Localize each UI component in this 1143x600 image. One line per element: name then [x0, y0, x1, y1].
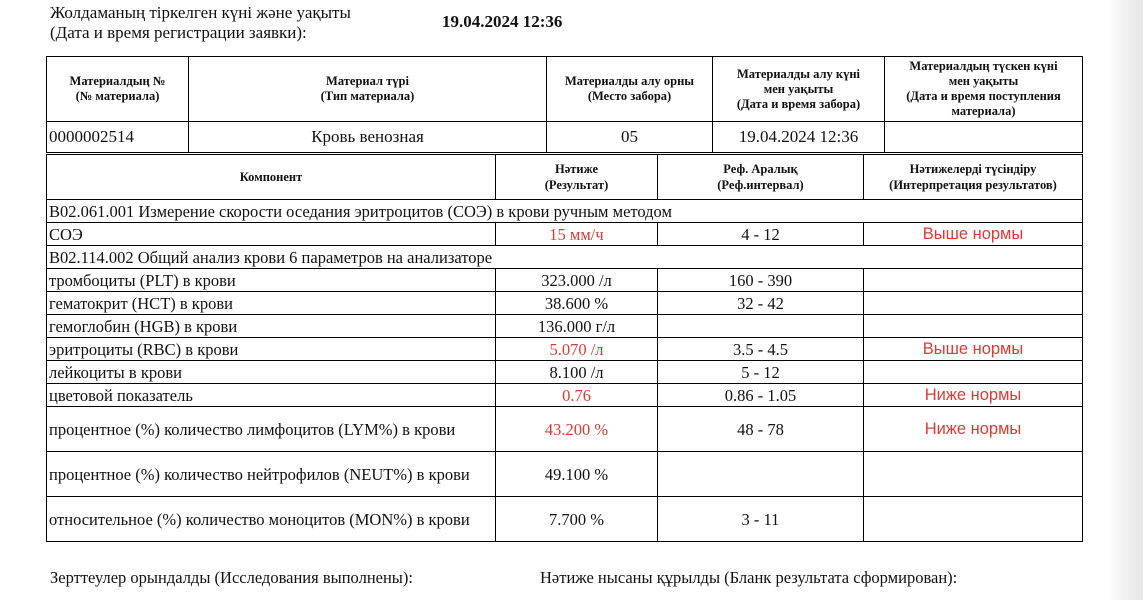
- registration-date: 19.04.2024 12:36: [442, 12, 563, 31]
- header-material-number: [47, 57, 189, 122]
- ref-interval: 5 - 12: [658, 361, 864, 384]
- result-value: 49.100 %: [496, 452, 658, 497]
- component-name: тромбоциты (PLT) в крови: [47, 269, 496, 292]
- header-line: Материалдың №: [69, 74, 166, 88]
- ref-interval: 160 - 390: [658, 269, 864, 292]
- result-value: 8.100 /л: [496, 361, 658, 384]
- header-line: Материалды алу күні: [736, 66, 861, 81]
- component-name: цветовой показатель: [47, 384, 496, 407]
- collection-place: 05: [547, 122, 713, 153]
- table-row: [47, 497, 1083, 542]
- table-row: [47, 269, 1083, 292]
- registration-label-kz: Жолдаманың тіркелген күні және уақыты: [50, 3, 351, 22]
- material-type: Кровь венозная: [189, 122, 547, 153]
- result-value: 0.76: [496, 384, 658, 407]
- header-line: (Дата и время забора): [736, 96, 861, 111]
- ref-interval: 3 - 11: [658, 497, 864, 542]
- received-date: [885, 122, 1083, 153]
- header-line: Материалды алу орны: [564, 74, 695, 88]
- interpretation: Выше нормы: [864, 223, 1083, 246]
- ref-interval: 32 - 42: [658, 292, 864, 315]
- header-line: (Место забора): [587, 89, 672, 103]
- table-row: [47, 292, 1083, 315]
- header-interpretation: [864, 155, 1083, 200]
- header-collection-date: [713, 57, 885, 122]
- section-row: [47, 200, 1083, 223]
- ref-interval: 48 - 78: [658, 407, 864, 452]
- table-row: [47, 223, 1083, 246]
- section-row: [47, 246, 1083, 269]
- results-table: [46, 154, 1083, 542]
- header-line: (Тип материала): [320, 89, 415, 103]
- component-name: гематокрит (HCT) в крови: [47, 292, 496, 315]
- component-name: эритроциты (RBC) в крови: [47, 338, 496, 361]
- interpretation: Ниже нормы: [864, 384, 1083, 407]
- header-line: Нәтижелерді түсіндіру: [909, 162, 1037, 176]
- collection-date: 19.04.2024 12:36: [713, 122, 885, 153]
- component-name: относительное (%) количество моноцитов (MON%) в крови: [47, 497, 496, 542]
- header-ref-interval: [658, 155, 864, 200]
- interpretation: [864, 315, 1083, 338]
- header-line: Реф. Аралық: [723, 162, 798, 176]
- header-received-date: [885, 57, 1083, 122]
- result-value: 5.070 /л: [496, 338, 658, 361]
- table-row: [47, 338, 1083, 361]
- header-result: [496, 155, 658, 200]
- header-line: Компонент: [239, 170, 303, 184]
- component-name: процентное (%) количество нейтрофилов (NEUT%) в крови: [47, 452, 496, 497]
- section-title: B02.114.002 Общий анализ крови 6 параметров на анализаторе: [47, 246, 1083, 269]
- material-row: [47, 122, 1083, 153]
- header-line: Материал түрі: [326, 74, 409, 88]
- component-name: СОЭ: [47, 223, 496, 246]
- interpretation: [864, 292, 1083, 315]
- section-title: B02.061.001 Измерение скорости оседания эритроцитов (СОЭ) в крови ручным методом: [47, 200, 1083, 223]
- results-table-header: [47, 155, 1083, 200]
- header-line: (Реф.интервал): [717, 178, 804, 192]
- header-line: (Интерпретация результатов): [889, 178, 1057, 192]
- header-line: мен уақыты: [948, 74, 1019, 88]
- header-line: Нәтиже: [554, 162, 599, 176]
- table-row: [47, 361, 1083, 384]
- result-value: 323.000 /л: [496, 269, 658, 292]
- header-line: (Результат): [544, 178, 609, 192]
- header-collection-place: [547, 57, 713, 122]
- result-value: 7.700 %: [496, 497, 658, 542]
- component-name: процентное (%) количество лимфоцитов (LYM%) в крови: [47, 407, 496, 452]
- header-line: (№ материала): [75, 89, 160, 103]
- header-material-type: [189, 57, 547, 122]
- result-value: 136.000 г/л: [496, 315, 658, 338]
- result-value: 15 мм/ч: [496, 223, 658, 246]
- interpretation: [864, 452, 1083, 497]
- table-row: [47, 315, 1083, 338]
- registration-label: [50, 3, 430, 43]
- ref-interval: 3.5 - 4.5: [658, 338, 864, 361]
- ref-interval: [658, 452, 864, 497]
- header-line: материала): [951, 104, 1016, 118]
- table-row: [47, 407, 1083, 452]
- result-value: 38.600 %: [496, 292, 658, 315]
- ref-interval: [658, 315, 864, 338]
- component-name: гемоглобин (HGB) в крови: [47, 315, 496, 338]
- page-edge-shadow: [1108, 0, 1143, 600]
- table-row: [47, 452, 1083, 497]
- header-component: [47, 155, 496, 200]
- header-line: Материалдың түскен күні: [909, 59, 1058, 73]
- header-line: мен уақыты: [763, 81, 834, 96]
- interpretation: Ниже нормы: [864, 407, 1083, 452]
- header-line: (Дата и время поступления: [906, 89, 1061, 103]
- component-name: лейкоциты в крови: [47, 361, 496, 384]
- ref-interval: 0.86 - 1.05: [658, 384, 864, 407]
- registration-label-ru: (Дата и время регистрации заявки):: [50, 23, 307, 42]
- ref-interval: 4 - 12: [658, 223, 864, 246]
- footer-formed: Нәтиже нысаны құрылды (Бланк результата сформирован):: [540, 568, 958, 587]
- table-row: [47, 384, 1083, 407]
- interpretation: [864, 269, 1083, 292]
- result-value: 43.200 %: [496, 407, 658, 452]
- material-table: [46, 56, 1083, 153]
- footer-performed: Зерттеулер орындалды (Исследования выполнены):: [50, 568, 413, 587]
- interpretation: [864, 497, 1083, 542]
- interpretation: [864, 361, 1083, 384]
- results-body: [47, 200, 1083, 542]
- material-number: 0000002514: [47, 122, 189, 153]
- material-table-header: [47, 57, 1083, 122]
- interpretation: Выше нормы: [864, 338, 1083, 361]
